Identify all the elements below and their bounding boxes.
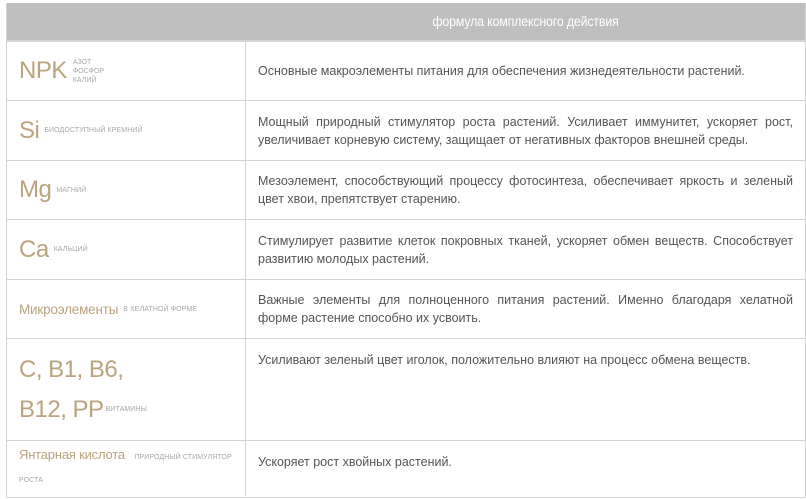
element-cell xyxy=(7,339,246,440)
element-subtitle: ПРИРОДНЫЙ СТИМУЛЯТОР РОСТА xyxy=(19,454,232,484)
subtitle-line: АЗОТ xyxy=(72,58,92,66)
description-cell xyxy=(246,42,805,100)
description-cell xyxy=(246,101,805,160)
element-cell xyxy=(7,441,246,496)
element-description: Мощный природный стимулятор роста растений. Усиливает иммунитет, ускоряет рост, увеличивает корневую систему, защищает от негативных факторов внешней среды. xyxy=(258,114,793,147)
element-subtitle: ВИТАМИНЫ xyxy=(105,406,147,413)
element-subtitle: МАГНИЙ xyxy=(56,186,87,194)
description-cell xyxy=(246,441,805,496)
description-cell xyxy=(246,339,805,440)
element-symbol-line-2-wrap xyxy=(19,390,147,430)
element-subtitle xyxy=(73,58,104,85)
composition-table xyxy=(6,3,806,498)
table-row-microelements xyxy=(7,279,805,338)
element-symbol: Микроэлементы xyxy=(19,301,119,317)
element-cell xyxy=(7,220,246,279)
header-empty-cell xyxy=(7,3,246,40)
table-row-si xyxy=(7,100,805,160)
element-cell xyxy=(7,42,246,100)
element-symbol: Ca xyxy=(19,235,49,263)
element-subtitle: В ХЕЛАТНОЙ ФОРМЕ xyxy=(123,305,198,313)
element-cell xyxy=(7,101,246,160)
element-subtitle: БИОДОСТУПНЫЙ КРЕМНИЙ xyxy=(44,127,143,134)
element-symbol: NPK xyxy=(19,57,67,84)
table-title: формула комплексного действия xyxy=(432,14,619,29)
table-row-ca xyxy=(7,219,805,279)
element-cell xyxy=(7,161,246,219)
element-cell xyxy=(7,280,246,338)
description-cell xyxy=(246,220,805,279)
element-label xyxy=(19,441,239,491)
subtitle-line: ФОСФОР xyxy=(72,67,105,75)
element-symbol-line-2: B12, PP xyxy=(19,395,104,423)
element-symbol: Si xyxy=(19,116,40,144)
element-description: Ускоряет рост хвойных растений. xyxy=(258,455,452,469)
subtitle-line: КАЛИЙ xyxy=(72,76,97,84)
description-cell xyxy=(246,161,805,219)
table-header xyxy=(7,3,805,41)
element-description: Усиливают зеленый цвет иголок, положительно влияют на процесс обмена веществ. xyxy=(258,353,751,367)
element-description: Мезоэлемент, способствующий процессу фотосинтеза, обеспечивает яркость и зеленый цвет хвои, препятствует старению. xyxy=(258,174,793,206)
table-row-vitamins xyxy=(7,338,805,440)
table-row-succinic-acid xyxy=(7,440,805,496)
table-row-mg xyxy=(7,160,805,219)
table-row-npk xyxy=(7,41,805,100)
element-symbol: Янтарная кислота xyxy=(19,447,125,462)
element-description: Стимулирует развитие клеток покровных тканей, ускоряет обмен веществ. Способствует развитию молодых растений. xyxy=(258,233,793,266)
description-cell xyxy=(246,280,805,338)
element-subtitle: КАЛЬЦИЙ xyxy=(53,246,88,253)
element-description: Важные элементы для полноценного питания растений. Именно благодаря хелатной форме растение способно их усвоить. xyxy=(258,293,793,325)
element-description: Основные макроэлементы питания для обеспечения жизнедеятельности растений. xyxy=(258,64,745,78)
element-symbol-line-1: C, B1, B6, xyxy=(19,355,124,383)
element-symbol: Mg xyxy=(19,176,52,203)
